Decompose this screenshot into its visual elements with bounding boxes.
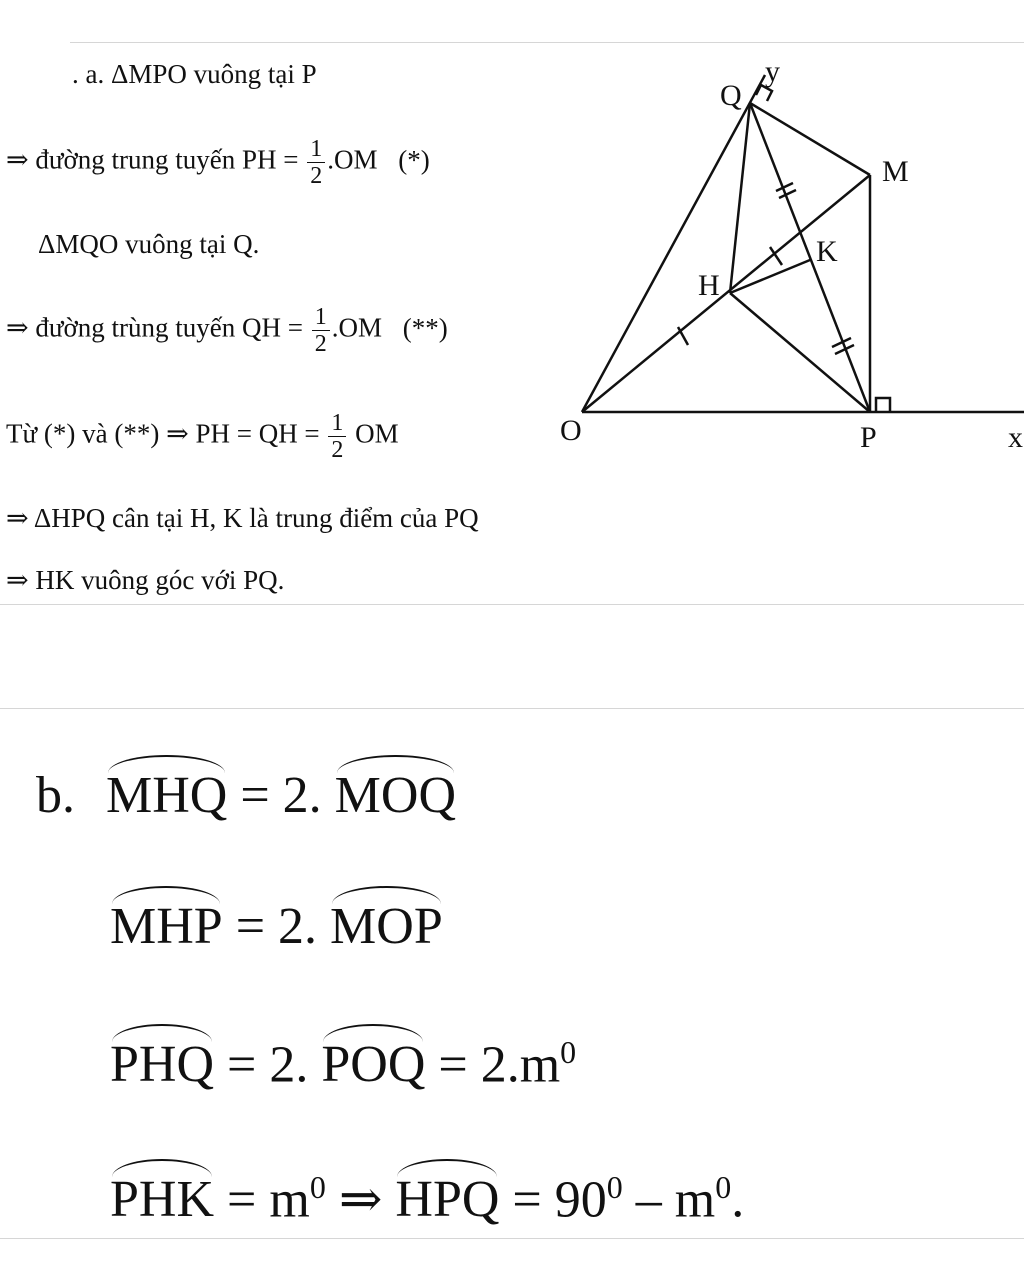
part-a-line-2: ⇒ đường trung tuyến PH = $\frac{1}{2}$ .OM (*) bbox=[6, 136, 430, 189]
label-m: M bbox=[882, 155, 909, 188]
label-h: H bbox=[698, 269, 720, 302]
label-y: y bbox=[765, 55, 780, 88]
equation-3: PHQ = 2. POQ = $2.m^0$ bbox=[110, 1020, 576, 1097]
top-divider bbox=[70, 42, 1024, 43]
equation-4: PHK = $m^0$ ⇒ HPQ = $90^0 - m^0$. bbox=[110, 1155, 744, 1232]
fraction-one-half: $\frac{1}{2}$ bbox=[328, 410, 346, 463]
angle-mhp: MHP bbox=[110, 893, 223, 959]
angle-hpq: HPQ bbox=[395, 1166, 499, 1232]
angle-mop: MOP bbox=[330, 893, 443, 959]
geometry-figure bbox=[560, 55, 1024, 475]
label-p: P bbox=[860, 421, 877, 454]
fraction-one-half: $\frac{1}{2}$ bbox=[312, 304, 330, 357]
part-a-bottom-divider bbox=[0, 604, 1024, 605]
label-o: O bbox=[560, 414, 582, 447]
segment-hk bbox=[730, 260, 810, 293]
ray-oy bbox=[582, 75, 765, 412]
angle-moq: MOQ bbox=[335, 762, 456, 828]
part-a-line-5: Từ (*) và (**) ⇒ PH = QH = $\frac{1}{2}$ OM bbox=[6, 410, 399, 463]
part-a-line-6: ⇒ ΔHPQ cân tại H, K là trung điểm của PQ bbox=[6, 503, 479, 533]
part-b-top-divider bbox=[0, 708, 1024, 709]
part-a-line-1: . a. ΔMPO vuông tại P bbox=[72, 59, 317, 89]
angle-mhq: MHQ bbox=[106, 762, 227, 828]
segment-mq bbox=[750, 103, 870, 175]
right-angle-p bbox=[876, 398, 890, 412]
label-k: K bbox=[816, 235, 838, 268]
equation-1: b. MHQ = 2. MOQ bbox=[36, 762, 456, 828]
equation-2: MHP = 2. MOP bbox=[110, 893, 443, 959]
fraction-one-half: $\frac{1}{2}$ bbox=[307, 136, 325, 189]
angle-phk: PHK bbox=[110, 1166, 214, 1232]
label-x: x bbox=[1008, 421, 1023, 454]
part-a-line-4: ⇒ đường trùng tuyến QH = $\frac{1}{2}$ .OM (**) bbox=[6, 304, 448, 357]
angle-phq: PHQ bbox=[110, 1031, 214, 1097]
bottom-divider bbox=[0, 1238, 1024, 1239]
label-q: Q bbox=[720, 79, 742, 112]
angle-poq: POQ bbox=[321, 1031, 425, 1097]
part-a-line-3: ΔMQO vuông tại Q. bbox=[38, 229, 260, 259]
part-a-line-7: ⇒ HK vuông góc với PQ. bbox=[6, 565, 285, 595]
segment-hp bbox=[730, 293, 870, 412]
